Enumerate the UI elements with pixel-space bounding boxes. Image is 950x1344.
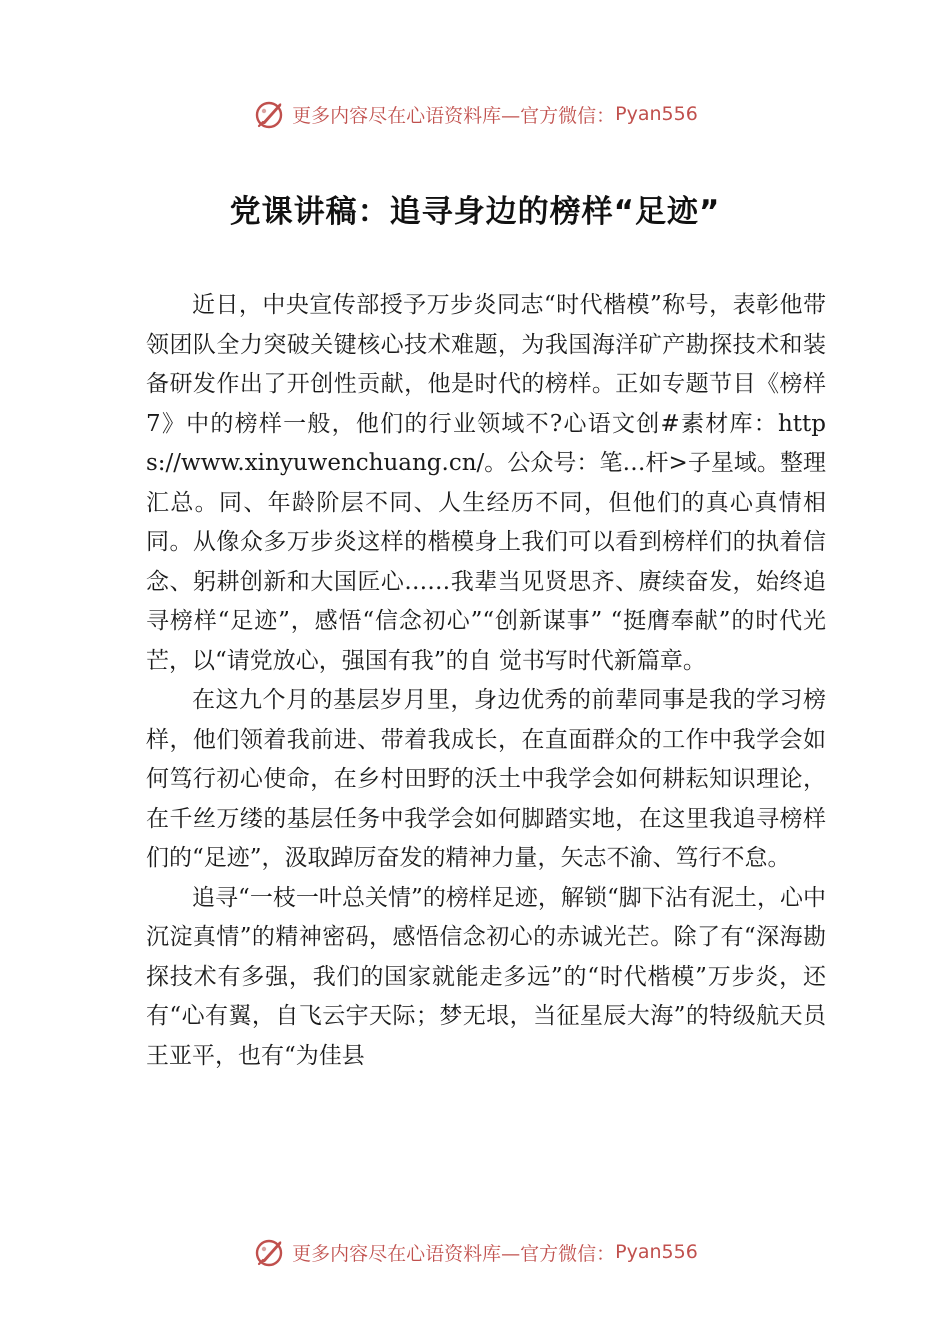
paragraph: 追寻“一枝一叶总关情”的榜样足迹，解锁“脚下沾有泥土，心中沉淀真情”的精神密码，感悟信念初心的赤诚光芒。除了有“深海勘探技术有多强，我们的国家就能走多远”的“时代楷模”万步炎，还有“心有翼，自飞云宇天际；梦无垠，当征星辰大海”的特级航天员王亚平，也有“为佳县	[146, 884, 826, 1069]
quill-pen-logo-icon	[252, 97, 286, 131]
header-banner-text: 更多内容尽在心语资料库—官方微信：	[292, 104, 616, 127]
paragraph: 在这九个月的基层岁月里，身边优秀的前辈同事是我的学习榜样，他们领着我前进、带着我成长，在直面群众的工作中我学会如何笃行初心使命，在乡村田野的沃土中我学会如何耕耘知识理论，在千丝万缕的基层任务中我学会如何脚踏实地，在这里我追寻榜样们的“足迹”，汲取踔厉奋发的精神力量，矢志不渝、笃行不怠。	[146, 687, 826, 871]
footer-wechat-id: Pyan556	[615, 1241, 698, 1263]
footer-banner-text: 更多内容尽在心语资料库—官方微信：	[292, 1242, 616, 1265]
quill-pen-logo-icon	[252, 1235, 286, 1269]
header-banner	[0, 94, 950, 134]
document-title: 党课讲稿：追寻身边的榜样“足迹”	[229, 194, 721, 230]
footer-banner	[0, 1232, 950, 1272]
document-body	[146, 286, 826, 1076]
paragraph: 近日，中央宣传部授予万步炎同志“时代楷模”称号，表彰他带领团队全力突破关键核心技术难题，为我国海洋矿产勘探技术和装备研发作出了开创性贡献，他是时代的榜样。正如专题节目《榜样 7》中的榜样一般，他们的行业领域不?心语文创#素材库：https://www.xinyuwenchuang.cn/。公众号：笔…杆>子星域。整理汇总。同、年龄阶层不同、人生经历不同，但他们的真心真情相同。从像众多万步炎这样的楷模身上我们可以看到榜样们的执着信念、躬耕创新和大国匠心……我辈当见贤思齐、赓续奋发，始终追寻榜样“足迹”，感悟“信念初心”“创新谋事” “挺膺奉献”的时代光芒，以“请党放心，强国有我”的自 觉书写时代新篇章。	[146, 292, 826, 674]
header-wechat-id: Pyan556	[615, 103, 698, 125]
